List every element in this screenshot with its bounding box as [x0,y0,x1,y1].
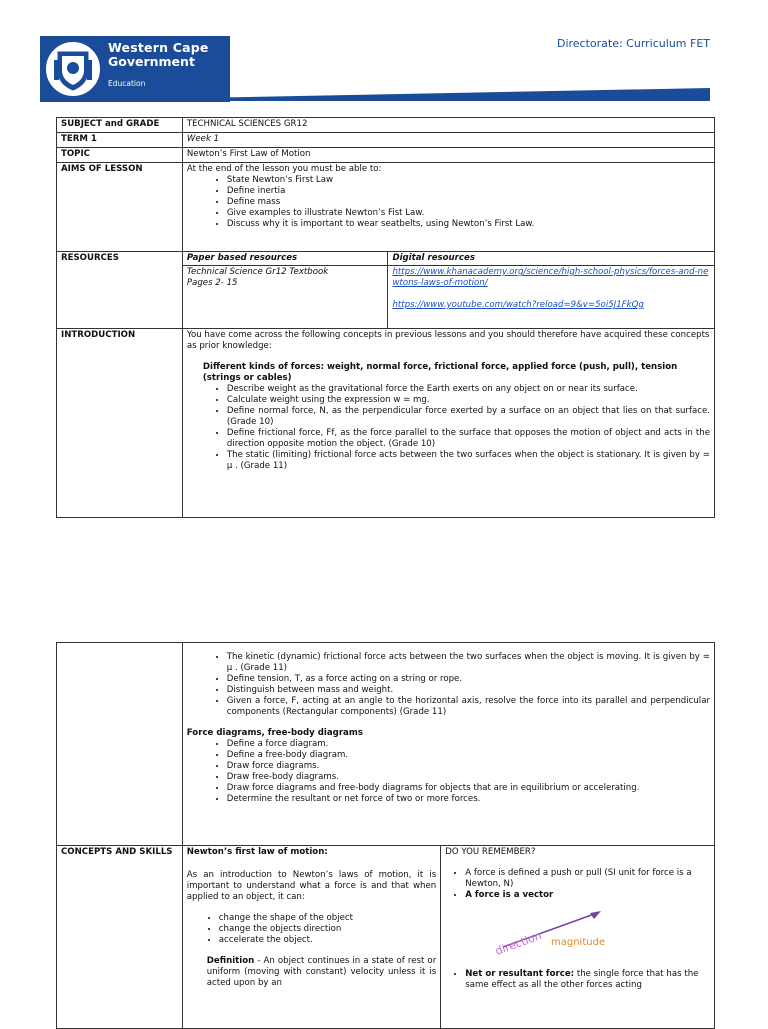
textbook-name: Technical Science Gr12 Textbook [186,267,329,277]
continued-list [187,652,710,718]
list-item: • The static (limiting) frictional force acts between the two surfaces when the object is stationary. It is given by = μ . (Grade 11) [227,450,710,472]
aims-intro: At the end of the lesson you must be able to: [186,164,382,174]
arrow-magnitude-label: magnitude [551,937,606,948]
row-introduction [57,329,715,518]
newton-law-intro: As an introduction to Newton’s laws of motion, it is important to understand what a force is and that when applied to an object, it can: [186,870,437,902]
list-item: • Draw force diagrams and free-body diagrams for objects that are in equilibrium or accelerating. [227,783,710,794]
remember-list [445,868,710,901]
definition-text [187,956,436,989]
newton-law-heading: Newton’s first law of motion: [186,847,328,857]
list-item: • A force is defined a push or pull (SI unit for force is a Newton, N) [465,868,710,890]
row-aims [57,163,715,252]
concepts-label: CONCEPTS AND SKILLS [57,846,183,1029]
directorate-label: Directorate: Curriculum FET [556,37,710,50]
list-item: • State Newton’s First Law [227,175,710,186]
vector-arrowhead [590,911,601,919]
topic-label: TOPIC [57,148,183,163]
list-item: • Define mass [227,197,710,208]
lesson-table-2 [56,642,715,1029]
aims-label: AIMS OF LESSON [57,163,183,252]
row-concepts [57,846,715,1029]
net-force-list [445,969,710,991]
list-item: • Given a force, F, acting at an angle to the horizontal axis, resolve the force into its parallel and perpendicular components (Rectangular components) (Grade 11) [227,696,710,718]
remember-cell [441,846,715,1029]
list-item [465,969,710,991]
list-item: • accelerate the object. [219,935,436,946]
vector-arrow-diagram [489,905,629,959]
aims-cell [182,163,714,252]
term-label: TERM 1 [57,133,183,148]
list-item: • A force is a vector [465,890,710,901]
row-resources-heading [57,252,715,266]
definition-label: Definition [206,956,255,966]
forces-heading: Different kinds of forces: weight, normal force, frictional force, applied force (push, pull), tension (strings or cables) [202,362,678,383]
list-item: • Calculate weight using the expression w = mg. [227,395,710,406]
introduction-label: INTRODUCTION [57,329,183,518]
youtube-link[interactable]: https://www.youtube.com/watch?reload=9&v=5oi5J1FkQg [392,300,644,310]
list-item: • Draw force diagrams. [227,761,710,772]
introduction-text: You have come across the following concepts in previous lessons and you should therefore have acquired these concepts as prior knowledge: [186,330,710,351]
resources-label: RESOURCES [57,252,183,329]
header-band [40,88,710,101]
blank-label-cell [57,643,183,846]
digital-resources-heading: Digital resources [388,252,715,266]
textbook-pages: Pages 2- 15 [186,278,238,288]
diagrams-heading: Force diagrams, free-body diagrams [186,728,363,738]
newton-law-list [187,913,436,946]
definition-body: - An object continues in a state of rest or uniform (moving with constant) velocity unless it is acted upon by an [206,956,437,988]
newton-law-cell [182,846,440,1029]
list-item: • Determine the resultant or net force of two or more forces. [227,794,710,805]
list-item: • Define tension, T, as a force acting on a string or rope. [227,674,710,685]
row-topic [57,148,715,163]
logo-subtitle: Education [108,79,146,88]
list-item: • Describe weight as the gravitational force the Earth exerts on any object on or near its surface. [227,384,710,395]
row-term [57,133,715,148]
net-force-text: the single force that has the same effect as all the other forces acting [465,969,699,990]
list-item: • Define a force diagram. [227,739,710,750]
paper-resources-heading: Paper based resources [182,252,388,266]
net-force-label: Net or resultant force: [465,969,575,979]
diagrams-list [187,739,710,805]
paper-resources-cell [182,266,388,329]
list-item: • Define inertia [227,186,710,197]
list-item: • The kinetic (dynamic) frictional force acts between the two surfaces when the object is moving. It is given by = μ . (Grade 11) [227,652,710,674]
lesson-table-1 [56,117,715,518]
list-item: • Distinguish between mass and weight. [227,685,710,696]
row-subject [57,118,715,133]
subject-value: TECHNICAL SCIENCES GR12 [182,118,714,133]
row-continued [57,643,715,846]
list-item: • Draw free-body diagrams. [227,772,710,783]
list-item: • change the objects direction [219,924,436,935]
term-value: Week 1 [182,133,714,148]
digital-resources-cell [388,266,715,329]
introduction-cell [182,329,714,518]
aims-list [187,175,710,230]
list-item: • Discuss why it is important to wear seatbelts, using Newton’s First Law. [227,219,710,230]
logo-title-line1: Western Cape [108,40,209,55]
list-item: • Define normal force, N, as the perpendicular force exerted by a surface on an object that lies on that surface. (Grade 10) [227,406,710,428]
remember-heading: DO YOU REMEMBER? [445,847,536,857]
list-item: • Give examples to illustrate Newton’s Fist Law. [227,208,710,219]
list-item: • change the shape of the object [219,913,436,924]
arrow-direction-label: direction [493,929,544,958]
forces-list [187,384,710,472]
logo-title-line2: Government [108,54,195,69]
subject-label: SUBJECT and GRADE [57,118,183,133]
list-item: • Define a free-body diagram. [227,750,710,761]
continued-cell [182,643,714,846]
khan-academy-link[interactable]: https://www.khanacademy.org/science/high-school-physics/forces-and-newtons-laws-of-motion/ [392,267,709,288]
list-item: • Define frictional force, Ff, as the force parallel to the surface that opposes the motion of object and acts in the direction opposite motion the object. (Grade 10) [227,428,710,450]
topic-value: Newton’s First Law of Motion [182,148,714,163]
